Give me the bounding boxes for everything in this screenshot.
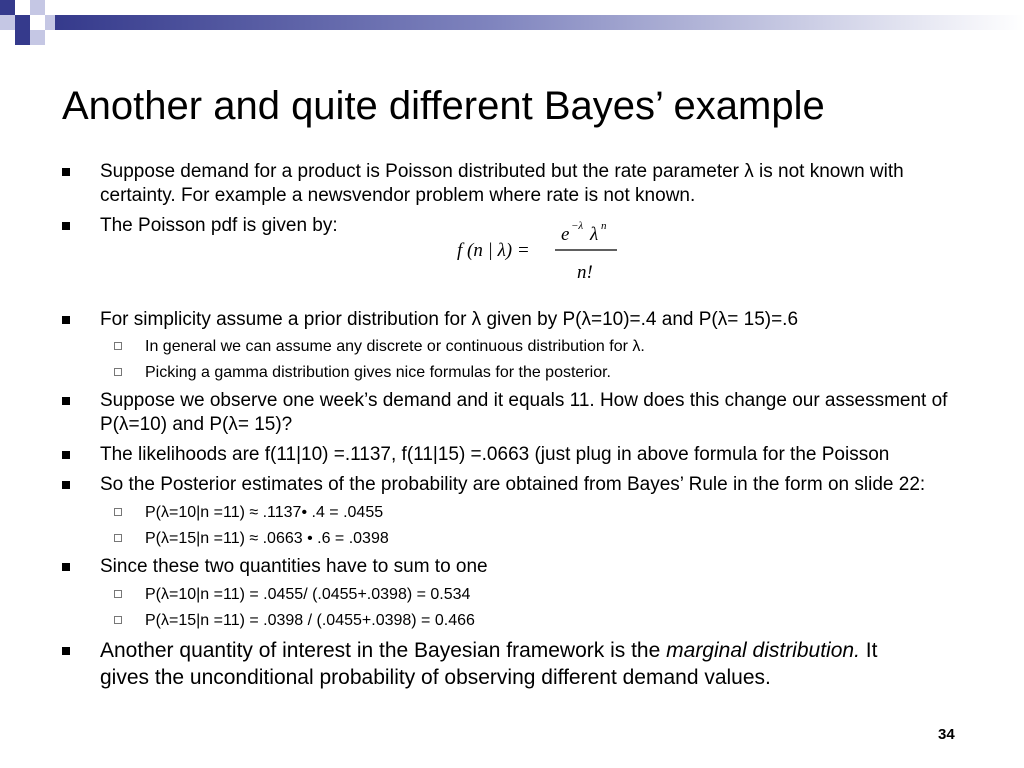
bullet-item bbox=[62, 637, 920, 691]
sub-bullet-item bbox=[62, 363, 982, 383]
hollow-square-bullet-icon bbox=[114, 616, 122, 624]
sub-bullet-text: Picking a gamma distribution gives nice formulas for the posterior. bbox=[145, 364, 611, 381]
sub-bullet-item bbox=[62, 611, 982, 631]
sub-bullet-item bbox=[62, 529, 982, 549]
bullet-emphasis: marginal distribution. bbox=[666, 639, 860, 662]
formula-numerator-lambda-exponent: n bbox=[601, 220, 607, 232]
square-bullet-icon bbox=[62, 222, 70, 230]
bullet-text: It gives the unconditional probability of observing different demand values. bbox=[100, 639, 878, 689]
bullet-text: Suppose demand for a product is Poisson distributed but the rate parameter λ is not known with certainty. For example a newsvendor problem where rate is not known. bbox=[100, 161, 904, 206]
formula-numerator-base: e bbox=[561, 224, 570, 245]
header-square bbox=[30, 30, 45, 45]
header-decoration bbox=[0, 0, 1024, 50]
hollow-square-bullet-icon bbox=[114, 534, 122, 542]
formula-denominator: n! bbox=[577, 262, 593, 283]
bullet-text: So the Posterior estimates of the probability are obtained from Bayes’ Rule in the form on slide 22: bbox=[100, 474, 926, 495]
sub-bullet-text: P(λ=10|n =11) ≈ .1137• .4 = .0455 bbox=[145, 504, 384, 521]
square-bullet-icon bbox=[62, 168, 70, 176]
sub-bullet-text: P(λ=10|n =11) = .0455/ (.0455+.0398) = 0.534 bbox=[145, 586, 471, 603]
formula-numerator-lambda: λ bbox=[590, 224, 599, 245]
header-gradient-bar bbox=[55, 15, 1024, 30]
poisson-formula bbox=[455, 220, 625, 285]
bullet-item bbox=[62, 389, 982, 437]
hollow-square-bullet-icon bbox=[114, 590, 122, 598]
square-bullet-icon bbox=[62, 316, 70, 324]
sub-bullet-text: P(λ=15|n =11) ≈ .0663 • .6 = .0398 bbox=[145, 530, 389, 547]
sub-bullet-item bbox=[62, 503, 982, 523]
sub-bullet-item bbox=[62, 585, 982, 605]
header-square bbox=[15, 15, 30, 30]
header-square bbox=[15, 30, 30, 45]
bullet-item bbox=[62, 555, 982, 579]
page-number: 34 bbox=[938, 726, 955, 743]
bullet-item bbox=[62, 308, 982, 332]
square-bullet-icon bbox=[62, 451, 70, 459]
hollow-square-bullet-icon bbox=[114, 368, 122, 376]
sub-bullet-item bbox=[62, 337, 982, 357]
formula-numerator-exponent: −λ bbox=[571, 220, 584, 232]
header-square bbox=[45, 15, 55, 30]
square-bullet-icon bbox=[62, 647, 70, 655]
square-bullet-icon bbox=[62, 563, 70, 571]
hollow-square-bullet-icon bbox=[114, 342, 122, 350]
hollow-square-bullet-icon bbox=[114, 508, 122, 516]
bullet-text: The likelihoods are f(11|10) =.1137, f(11|15) =.0663 (just plug in above formula for the Poisson bbox=[100, 444, 890, 465]
header-square bbox=[0, 15, 15, 30]
bullet-text: Suppose we observe one week’s demand and it equals 11. How does this change our assessment of P(λ=10) and P(λ= 15)? bbox=[100, 390, 948, 435]
bullet-text: For simplicity assume a prior distribution for λ given by P(λ=10)=.4 and P(λ= 15)=.6 bbox=[100, 309, 799, 330]
square-bullet-icon bbox=[62, 397, 70, 405]
formula-lhs: f (n | λ) = bbox=[457, 240, 530, 261]
sub-bullet-text: P(λ=15|n =11) = .0398 / (.0455+.0398) = 0.466 bbox=[145, 612, 475, 629]
sub-bullet-text: In general we can assume any discrete or continuous distribution for λ. bbox=[145, 338, 645, 355]
header-square bbox=[30, 0, 45, 15]
square-bullet-icon bbox=[62, 481, 70, 489]
bullet-item bbox=[62, 160, 982, 208]
bullet-item bbox=[62, 443, 982, 467]
header-square bbox=[0, 0, 15, 15]
bullet-text: Another quantity of interest in the Bayesian framework is the bbox=[100, 639, 667, 662]
bullet-item bbox=[62, 473, 982, 497]
slide-title: Another and quite different Bayes’ example bbox=[62, 84, 825, 128]
bullet-text: The Poisson pdf is given by: bbox=[100, 215, 338, 236]
bullet-text: Since these two quantities have to sum to one bbox=[100, 556, 488, 577]
